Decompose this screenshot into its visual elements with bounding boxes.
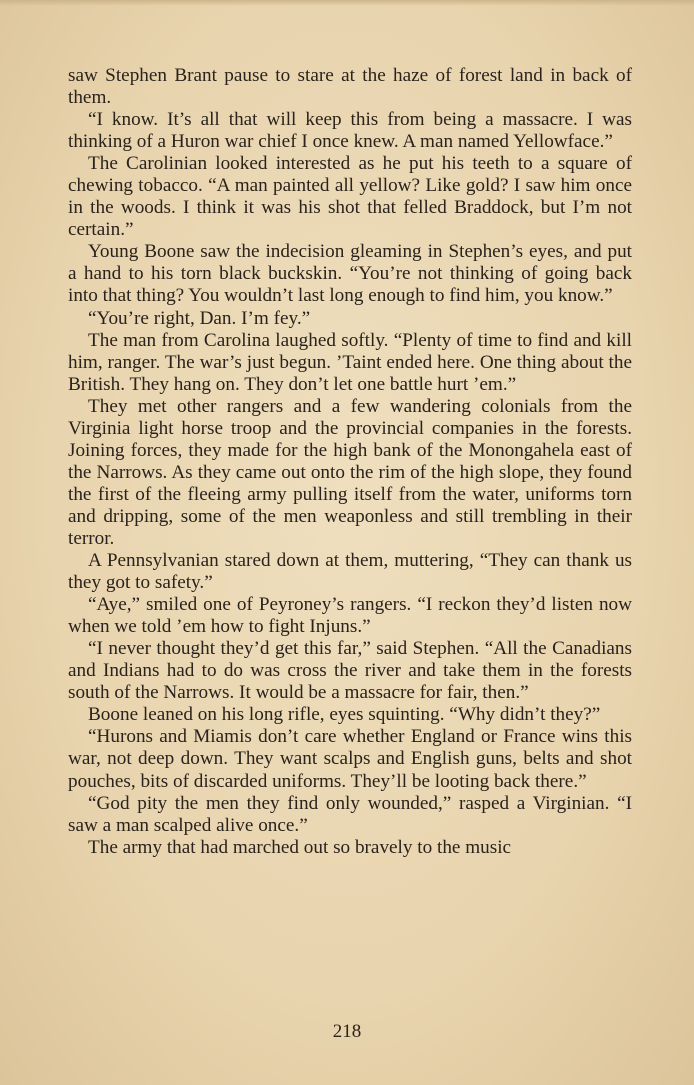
paragraph-12: “Hurons and Miamis don’t care whether England or France wins this war, not deep down. They want scalps and English guns, belts and shot pouches, bits of discarded uniforms. They’ll be looting back there.” xyxy=(68,726,632,792)
paragraph-7: They met other rangers and a few wandering colonials from the Virginia light horse troop and the provincial companies in the forests. Joining forces, they made for the high bank of the Monongahela east of the Narrows. As they came out onto the rim of the high slope, they found the first of the fleeing army pulling itself from the water, uniforms torn and dripping, some of the men weaponless and still trembling in their terror. xyxy=(68,395,632,549)
paragraph-13: “God pity the men they find only wounded,” rasped a Virginian. “I saw a man scalped alive once.” xyxy=(68,792,632,836)
paragraph-1: saw Stephen Brant pause to stare at the haze of forest land in back of them. xyxy=(68,65,632,109)
paragraph-6: The man from Carolina laughed softly. “Plenty of time to find and kill him, ranger. The war’s just begun. ’Taint ended here. One thing about the British. They hang on. They don’t let one battle hurt ’em.” xyxy=(68,329,632,395)
paragraph-8: A Pennsylvanian stared down at them, muttering, “They can thank us they got to safety.” xyxy=(68,550,632,594)
page-number: 218 xyxy=(332,1021,362,1042)
body-text xyxy=(68,65,632,859)
paragraph-2: “I know. It’s all that will keep this from being a massacre. I was thinking of a Huron war chief I once knew. A man named Yellowface.” xyxy=(68,109,632,153)
paragraph-11: Boone leaned on his long rifle, eyes squinting. “Why didn’t they?” xyxy=(88,704,601,726)
paragraph-10: “I never thought they’d get this far,” said Stephen. “All the Canadians and Indians had to do was cross the river and take them in the forests south of the Narrows. It would be a massacre for fair, then.” xyxy=(68,638,632,704)
paragraph-3: The Carolinian looked interested as he put his teeth to a square of chewing tobacco. “A man painted all yellow? Like gold? I saw him once in the woods. I think it was his shot that felled Braddock, but I’m not certain.” xyxy=(68,153,632,241)
paragraph-4: Young Boone saw the indecision gleaming in Stephen’s eyes, and put a hand to his torn black buckskin. “You’re not thinking of going back into that thing? You wouldn’t last long enough to find him, you know.” xyxy=(68,241,632,307)
paragraph-5: “You’re right, Dan. I’m fey.” xyxy=(88,307,311,329)
page-top-edge xyxy=(0,0,694,6)
paragraph-9: “Aye,” smiled one of Peyroney’s rangers. “I reckon they’d listen now when we told ’em how to fight Injuns.” xyxy=(68,594,632,638)
paragraph-14: The army that had marched out so bravely to the music xyxy=(88,836,512,858)
